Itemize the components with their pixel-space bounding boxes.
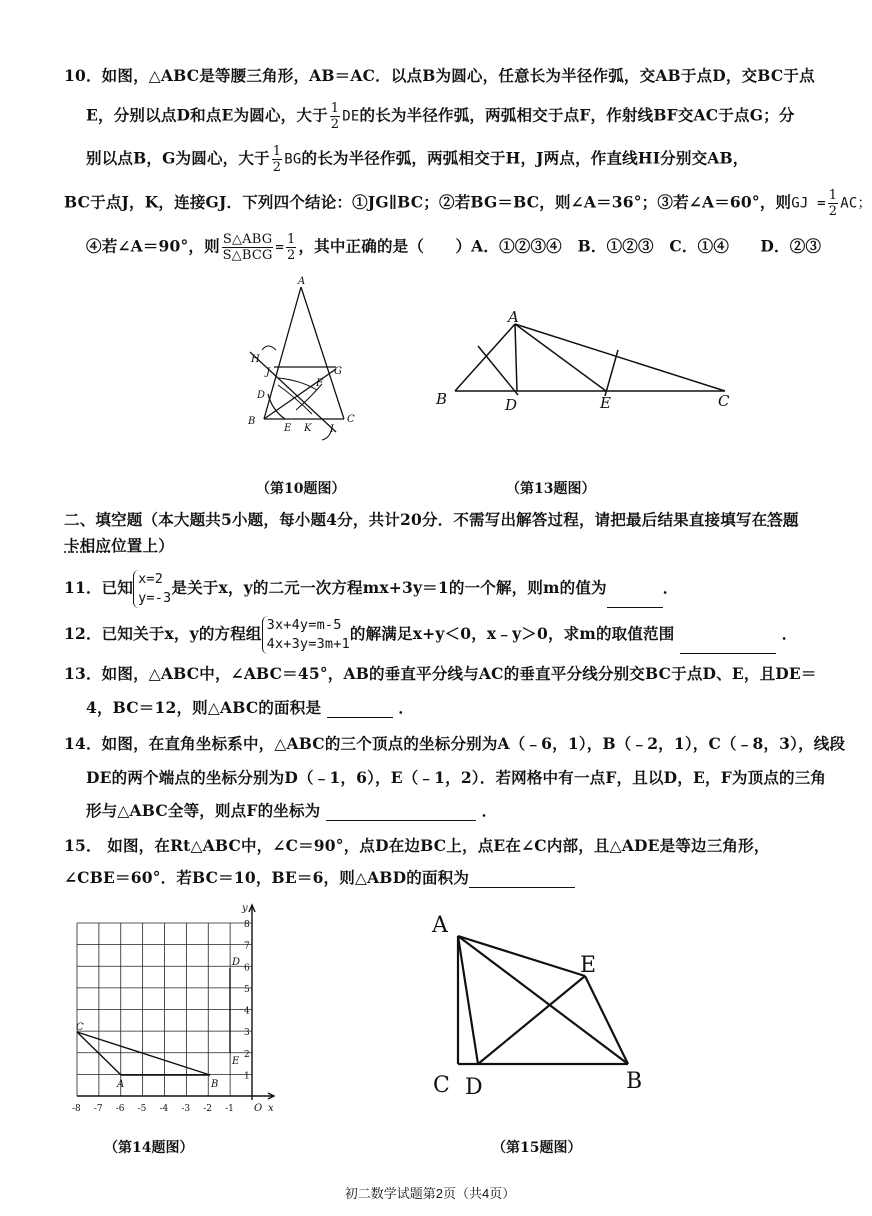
fig14-y-tick-label: 5 bbox=[244, 984, 250, 995]
fig14-label-B: B bbox=[211, 1079, 219, 1090]
fig13-label-A: A bbox=[508, 308, 519, 326]
q14-line-2: DE的两个端点的坐标分别为D（﹣1，6），E（﹣1，2）．若网格中有一点F，且以D，E，F为顶点的三角 bbox=[86, 768, 827, 787]
fig14-label-E: E bbox=[232, 1056, 240, 1067]
fig10-label-I: I bbox=[330, 424, 334, 435]
fig13-label-C: C bbox=[718, 392, 730, 410]
q10-line-5: ④若∠A＝90°，则 $\frac{\text{S△ABG}}{\text{S△BCG}}$ = $\frac{1}{2}$ ，其中正确的是（ ）A．①②③④ B．①②③ C．①④ D．②③ bbox=[86, 232, 822, 263]
fig15-label-D: D bbox=[465, 1075, 483, 1100]
fraction-half: $\frac{1}{2}$ bbox=[272, 144, 282, 175]
section-2-header-cont: 卡相应位置上） bbox=[64, 536, 174, 555]
caption-fig10: （第10题图） bbox=[256, 481, 346, 497]
fraction-half: $\frac{1}{2}$ bbox=[286, 232, 296, 263]
fig14-origin: O bbox=[254, 1103, 263, 1114]
q10-line-1: 10．如图，△ABC是等腰三角形，AB＝AC．以点B为圆心，任意长为半径作弧，交AB于点D，交BC于点 bbox=[64, 66, 815, 85]
q13-answer-blank[interactable] bbox=[327, 701, 393, 718]
fig14-x-tick-label: -3 bbox=[181, 1104, 191, 1114]
fig10-label-K: K bbox=[304, 423, 312, 434]
q11-answer-blank[interactable] bbox=[607, 591, 663, 608]
fig14-label-C: C bbox=[76, 1022, 84, 1033]
fig10-label-J: J bbox=[266, 367, 271, 378]
fig14-y-axis-label: y bbox=[242, 903, 248, 914]
fig14-x-tick-label: -4 bbox=[159, 1104, 169, 1114]
fig14-y-tick-label: 6 bbox=[244, 963, 250, 974]
caption-fig15: （第15题图） bbox=[492, 1140, 582, 1156]
fig10-label-C: C bbox=[347, 414, 355, 425]
figure-10 bbox=[238, 272, 378, 442]
fig14-x-tick-label: -7 bbox=[93, 1104, 103, 1114]
fig14-x-tick-label: -2 bbox=[203, 1104, 213, 1114]
fig14-y-tick-label: 3 bbox=[244, 1028, 250, 1039]
caption-fig14: （第14题图） bbox=[104, 1140, 194, 1156]
fig14-x-tick-label: -1 bbox=[225, 1104, 234, 1114]
fig14-y-tick-label: 1 bbox=[244, 1071, 250, 1082]
fig14-y-tick-label: 4 bbox=[244, 1006, 250, 1017]
fig14-label-D: D bbox=[232, 957, 241, 968]
fig13-label-E: E bbox=[600, 394, 611, 412]
q15-line-2: ∠CBE＝60°．若BC＝10，BE＝6，则△ABD的面积为 bbox=[64, 866, 575, 888]
fig14-x-axis-label: x bbox=[268, 1103, 274, 1114]
q11: 11．已知 x=2 y=-3 是关于x，y的二元一次方程mx+3y＝1的一个解，则m的值为 ． bbox=[64, 571, 679, 606]
figure-14-grid bbox=[62, 900, 282, 1120]
q15-line-1: 15． 如图，在Rt△ABC中，∠C＝90°，点D在边BC上，点E在∠C内部，且△ADE是等边三角形， bbox=[64, 836, 770, 855]
fig15-label-B: B bbox=[626, 1069, 643, 1094]
fig10-label-B: B bbox=[248, 416, 256, 427]
q13-line-1: 13．如图，△ABC中，∠ABC＝45°，AB的垂直平分线与AC的垂直平分线分别交BC于点D、E，且DE＝ bbox=[64, 664, 817, 683]
q14-line-3: 形与△ABC全等，则点F的坐标为 ． bbox=[86, 801, 498, 820]
page-footer: 初二数学试题第2页（共4页） bbox=[344, 1186, 516, 1201]
fig15-label-A: A bbox=[432, 913, 448, 938]
fig14-y-tick-label: 8 bbox=[244, 920, 250, 930]
fig14-x-tick-label: -6 bbox=[115, 1104, 125, 1114]
q10-line-3: 别以点B，G为圆心，大于 $\frac{1}{2}$ BG的长为半径作弧，两弧相交于H，J两点，作直线HI分别交AB， bbox=[86, 144, 749, 175]
fig14-y-tick-label: 7 bbox=[244, 941, 250, 952]
fig10-label-D: D bbox=[257, 390, 266, 401]
fig13-label-B: B bbox=[436, 390, 448, 408]
q15-answer-blank[interactable] bbox=[469, 871, 575, 888]
q14-line-1: 14．如图，在直角坐标系中，△ABC的三个顶点的坐标分别为A（﹣6，1），B（﹣2，1），C（﹣8，3），线段 bbox=[64, 734, 846, 753]
fig14-label-A: A bbox=[117, 1079, 125, 1090]
fig10-label-A: A bbox=[298, 276, 306, 287]
figure-15 bbox=[425, 905, 685, 1100]
area-ratio-fraction: $\frac{\text{S△ABG}}{\text{S△BCG}}$ bbox=[222, 232, 273, 263]
q12: 12．已知关于x，y的方程组 3x+4y=m-5 4x+3y=3m+1 的解满足x+y＜0，x﹣y＞0，求m的取值范围 ． bbox=[64, 617, 798, 652]
fig10-label-E: E bbox=[284, 423, 292, 434]
caption-fig13: （第13题图） bbox=[506, 481, 596, 497]
fraction-half: $\frac{1}{2}$ bbox=[330, 101, 340, 132]
fig10-label-F: F bbox=[316, 378, 323, 389]
fig14-x-tick-label: -8 bbox=[72, 1104, 81, 1114]
q12-answer-blank[interactable] bbox=[680, 637, 776, 654]
q10-line-2: E，分别以点D和点E为圆心，大于 $\frac{1}{2}$ DE的长为半径作弧，两弧相交于点F，作射线BF交AC于点G；分 bbox=[86, 101, 795, 132]
q10-line-4: BC于点J，K，连接GJ．下列四个结论：①JG∥BC；②若BG＝BC，则∠A＝36°；③若∠A＝60°，则GJ = $\frac{1}{2}$ AC； bbox=[64, 188, 872, 219]
figure-13 bbox=[430, 305, 740, 415]
fig15-label-E: E bbox=[580, 953, 597, 978]
fig13-label-D: D bbox=[505, 396, 518, 414]
fig14-x-tick-label: -5 bbox=[137, 1104, 147, 1114]
fig10-label-G: G bbox=[334, 366, 342, 377]
q13-line-2: 4，BC＝12，则△ABC的面积是 ． bbox=[86, 698, 415, 717]
q14-answer-blank[interactable] bbox=[326, 804, 476, 821]
section-2-header: 二、填空题（本大题共5小题，每小题4分，共计20分．不需写出解答过程，请把最后结果直接填写在答题 bbox=[64, 510, 799, 529]
fig10-label-H: H bbox=[251, 354, 260, 365]
fig14-y-tick-label: 2 bbox=[244, 1049, 250, 1060]
fig15-label-C: C bbox=[433, 1073, 450, 1098]
fraction-half: $\frac{1}{2}$ bbox=[828, 188, 838, 219]
